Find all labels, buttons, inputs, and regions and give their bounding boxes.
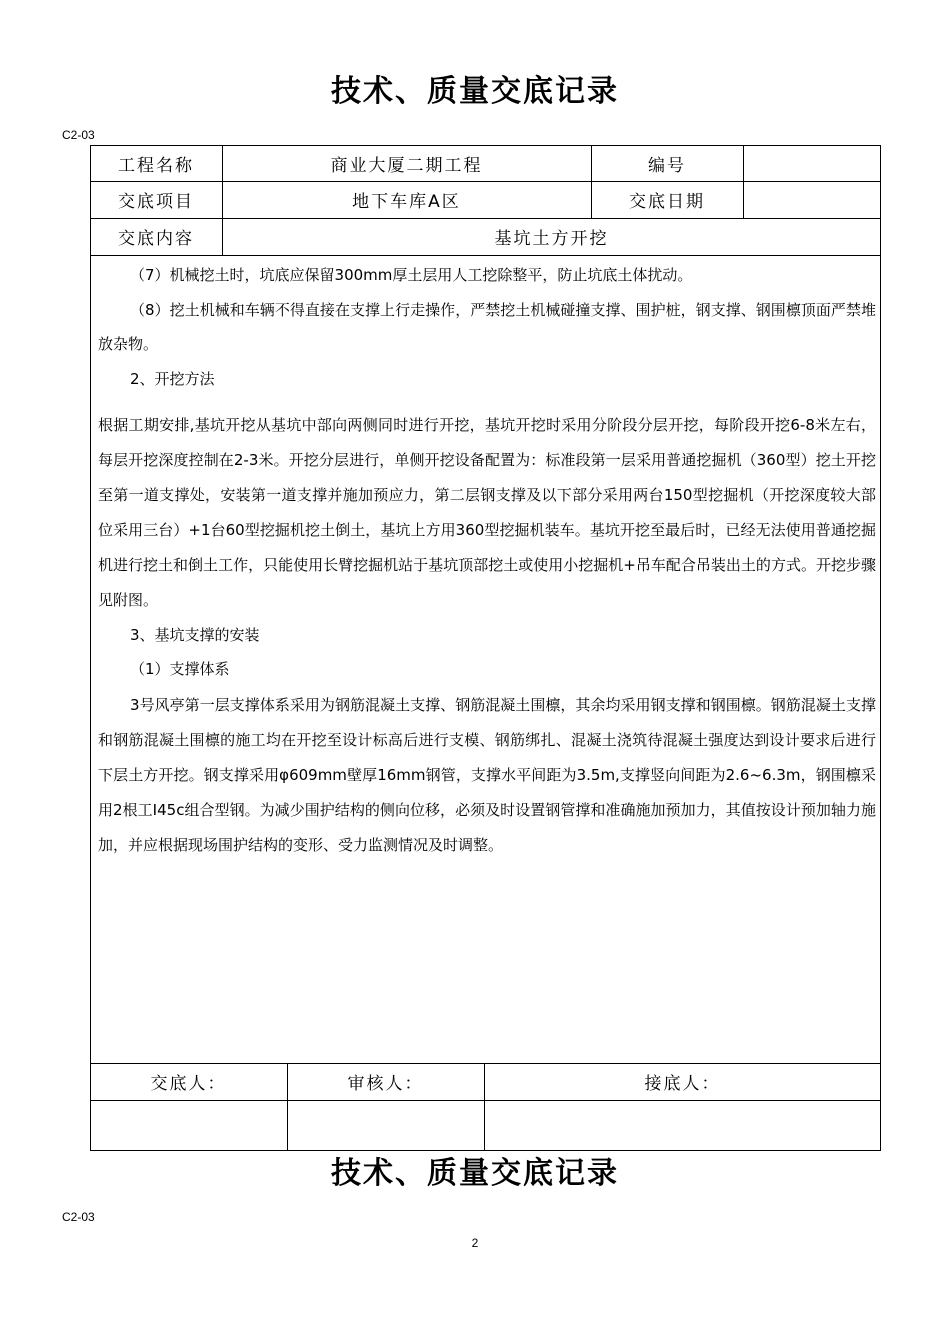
date-value: [743, 181, 881, 218]
page-number: 2: [471, 1236, 479, 1250]
paragraph-7: （7）机械挖土时，坑底应保留300mm厚土层用人工挖除整平，防止坑底土体扰动。: [130, 266, 693, 284]
section-3-subheading: （1）支撑体系: [130, 660, 230, 678]
item-value: 地下车库A区: [352, 192, 461, 212]
form-code: C2-03: [62, 128, 95, 142]
disclosure-content: [98, 258, 876, 863]
number-label: 编号: [648, 155, 686, 176]
page-title: 技术、质量交底记录: [331, 74, 619, 109]
project-name-value: 商业大厦二期工程: [330, 155, 483, 176]
next-form-code: C2-03: [62, 1210, 95, 1224]
content-label: 交底内容: [118, 229, 194, 249]
section-3-text: 3号风亭第一层支撑体系采用为钢筋混凝土支撑、钢筋混凝土围檩，其余均采用钢支撑和钢围檩。钢筋混凝土支撑和钢筋混凝土围檩的施工均在开挖至设计标高后进行支模、钢筋绑扎、混凝土浇筑待混凝土强度达到设计要求后进行下层土方开挖。钢支撑采用φ609mm壁厚16mm钢管，支撑水平间距为3.5m,支撑竖向间距为2.6~6.3m，钢围檩采用2根工I45c组合型钢。为减少围护结构的侧向位移，必须及时设置钢管撑和准确施加预加力，其值按设计预加轴力施加，并应根据现场围护结构的变形、受力监测情况及时调整。: [98, 696, 876, 854]
item-label: 交底项目: [118, 192, 194, 212]
reviewer-label: 审核人：: [347, 1074, 424, 1094]
number-value: [743, 145, 881, 181]
next-page-title: 技术、质量交底记录: [331, 1156, 619, 1191]
presenter-label: 交底人：: [150, 1074, 227, 1094]
paragraph-8: （8）挖土机械和车辆不得直接在支撑上行走操作，严禁挖土机械碰撞支撑、围护桩，钢支撑、钢围檩顶面严禁堆放杂物。: [98, 301, 876, 353]
content-value: 基坑土方开挖: [494, 229, 609, 249]
date-label: 交底日期: [629, 192, 705, 212]
receiver-label: 接底人：: [644, 1074, 721, 1094]
section-2-heading: 2、开挖方法: [130, 370, 215, 388]
project-name-label: 工程名称: [118, 155, 194, 176]
section-3-heading: 3、基坑支撑的安装: [130, 626, 260, 644]
section-2-text: 根据工期安排,基坑开挖从基坑中部向两侧同时进行开挖，基坑开挖时采用分阶段分层开挖，每阶段开挖6-8米左右，每层开挖深度控制在2-3米。开挖分层进行，单侧开挖设备配置为：标准段第一层采用普通挖掘机（360型）挖土开挖至第一道支撑处，安装第一道支撑并施加预应力，第二层钢支撑及以下部分采用两台150型挖掘机（开挖深度较大部位采用三台）+1台60型挖掘机挖土倒土，基坑上方用360型挖掘机装车。基坑开挖至最后时，已经无法使用普通挖掘机进行挖土和倒土工作，只能使用长臂挖掘机站于基坑顶部挖土或使用小挖掘机+吊车配合吊装出土的方式。开挖步骤见附图。: [98, 416, 876, 609]
